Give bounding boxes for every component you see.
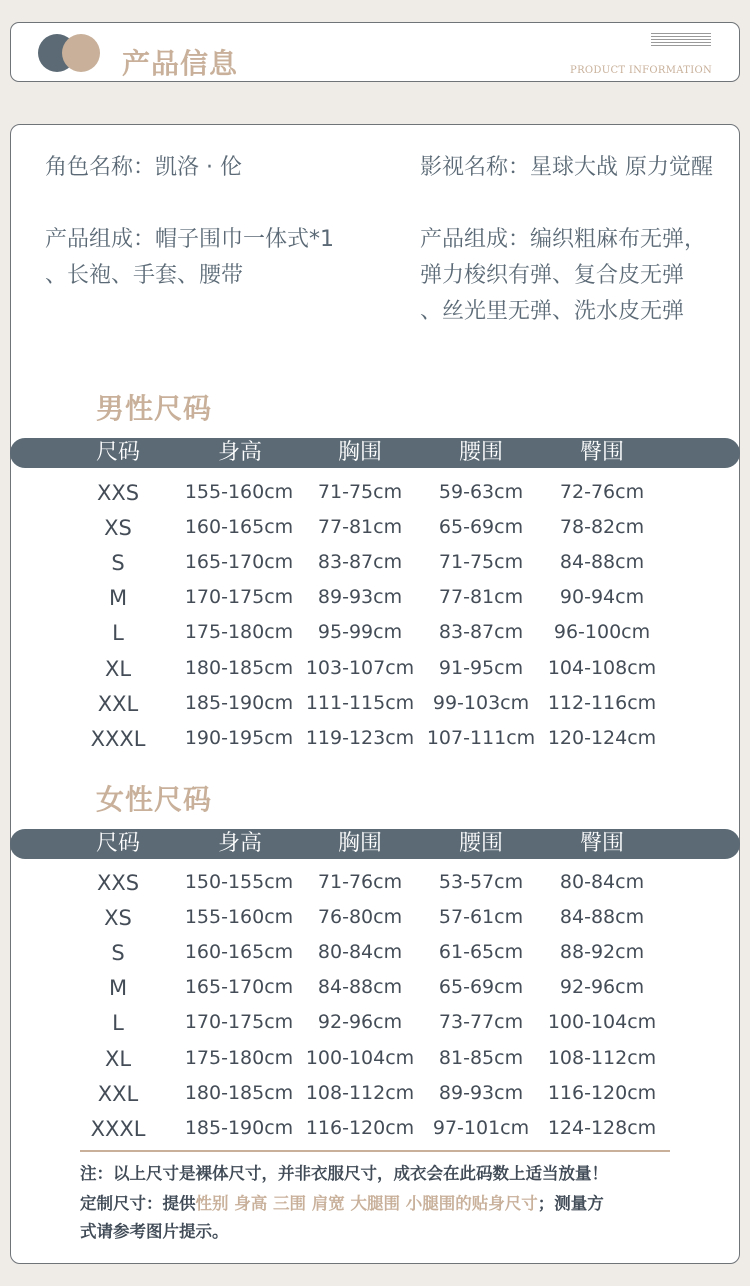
size-label-cell: XXL [97,1081,139,1106]
measurement-cell: 84-88cm [559,906,645,929]
size-label-cell: XL [104,1046,132,1071]
measurement-cell: 175-180cm [184,621,294,644]
note-highlight: 性别 身高 三围 肩宽 大腿围 小腿围的贴身尺寸 [195,1194,538,1213]
measurement-cell: 100-104cm [547,1011,657,1034]
size-label-cell: M [108,976,128,1001]
decorative-stripes [651,33,711,48]
note-suffix: ；测量方 [537,1194,604,1213]
header-cell: 腰围 [458,440,504,465]
measurement-cell: 190-195cm [184,726,294,749]
measurement-cell: 108-112cm [305,1081,415,1104]
measurement-cell: 111-115cm [305,691,415,714]
measurement-cell: 124-128cm [547,1116,657,1139]
measurement-cell: 103-107cm [305,656,415,679]
measurement-cell: 185-190cm [184,1116,294,1139]
measurement-cell: 120-124cm [547,726,657,749]
header-title: 产品信息 [122,47,239,80]
composition-right [420,222,706,330]
note-prefix: 定制尺寸：提供 [80,1194,196,1213]
measurement-cell: 88-92cm [559,941,645,964]
measurement-cell: 116-120cm [547,1081,657,1104]
measurement-cell: 155-160cm [184,906,294,929]
note-line-3: 式请参考图片提示。 [80,1222,229,1241]
measurement-cell: 89-93cm [317,586,403,609]
measurement-cell: 71-75cm [438,551,524,574]
size-label-cell: L [112,621,124,646]
size-label-cell: XXXL [90,1116,146,1141]
measurement-cell: 165-170cm [184,976,294,999]
measurement-cell: 57-61cm [438,906,524,929]
size-label-cell: L [112,1011,124,1036]
measurement-cell: 84-88cm [317,976,403,999]
measurement-cell: 78-82cm [559,516,645,539]
note-line-1: 注：以上尺寸是裸体尺寸，并非衣服尺寸，成衣会在此码数上适当放量！ [80,1164,608,1183]
measurement-cell: 155-160cm [184,481,294,503]
measurement-cell: 107-111cm [426,726,536,749]
measurement-cell: 83-87cm [317,551,403,574]
male-table-header [10,438,740,468]
film-name: 影视名称：星球大战 原力觉醒 [420,155,713,180]
composition-left-line: 产品组成：帽子围巾一体式*1 [45,227,334,252]
measurement-cell: 91-95cm [438,656,524,679]
measurement-cell: 170-175cm [184,586,294,609]
measurement-cell: 71-76cm [317,871,403,893]
measurement-cell: 76-80cm [317,906,403,929]
measurement-cell: 150-155cm [184,871,294,893]
male-size-title: 男性尺码 [96,392,213,425]
measurement-cell: 104-108cm [547,656,657,679]
measurement-cell: 84-88cm [559,551,645,574]
size-label-cell: XS [104,906,132,931]
measurement-cell: 97-101cm [432,1116,530,1139]
size-label-cell: S [111,941,125,966]
measurement-cell: 53-57cm [438,871,524,893]
measurement-cell: 170-175cm [184,1011,294,1034]
composition-right-line: 、丝光里无弹、洗水皮无弹 [420,299,685,324]
female-size-title: 女性尺码 [96,783,213,816]
measurement-cell: 92-96cm [559,976,645,999]
composition-right-line: 产品组成：编织粗麻布无弹， [420,227,707,252]
logo-circle-light [62,34,100,72]
measurement-cell: 165-170cm [184,551,294,574]
measurement-cell: 119-123cm [305,726,415,749]
measurement-cell: 180-185cm [184,656,294,679]
size-label-cell: XXL [97,691,139,716]
measurement-cell: 83-87cm [438,621,524,644]
measurement-cell: 77-81cm [438,586,524,609]
measurement-cell: 89-93cm [438,1081,524,1104]
measurement-cell: 80-84cm [559,871,645,893]
composition-left-line: 、长袍、手套、腰带 [45,263,244,288]
measurement-cell: 180-185cm [184,1081,294,1104]
measurement-cell: 73-77cm [438,1011,524,1034]
note-line-2 [80,1190,604,1214]
header-cell: 臀围 [579,831,625,856]
size-label-cell: XS [104,516,132,541]
measurement-cell: 90-94cm [559,586,645,609]
composition-left [45,222,334,294]
measurement-cell: 77-81cm [317,516,403,539]
size-label-cell: XXXL [90,726,146,751]
header-cell: 身高 [217,440,263,465]
size-label-cell: XXS [96,871,140,895]
header-subtitle: PRODUCT INFORMATION [570,65,712,76]
measurement-cell: 65-69cm [438,976,524,999]
measurement-cell: 108-112cm [547,1046,657,1069]
header-cell: 臀围 [579,440,625,465]
measurement-cell: 160-165cm [184,516,294,539]
measurement-cell: 96-100cm [553,621,651,644]
measurement-cell: 99-103cm [432,691,530,714]
measurement-cell: 112-116cm [547,691,657,714]
measurement-cell: 80-84cm [317,941,403,964]
measurement-cell: 72-76cm [559,481,645,503]
measurement-cell: 160-165cm [184,941,294,964]
header-cell: 尺码 [95,831,141,856]
measurement-cell: 100-104cm [305,1046,415,1069]
measurement-cell: 175-180cm [184,1046,294,1069]
composition-right-line: 弹力梭织有弹、复合皮无弹 [420,263,685,288]
header-cell: 身高 [217,831,263,856]
size-label-cell: S [111,551,125,576]
size-label-cell: XL [104,656,132,681]
measurement-cell: 81-85cm [438,1046,524,1069]
measurement-cell: 116-120cm [305,1116,415,1139]
measurement-cell: 59-63cm [438,481,524,503]
size-label-cell: XXS [96,481,140,505]
header-cell: 胸围 [337,831,383,856]
header-cell: 尺码 [95,440,141,465]
size-label-cell: M [108,586,128,611]
character-name: 角色名称：凯洛 · 伦 [45,155,242,180]
measurement-cell: 71-75cm [317,481,403,503]
female-table-header [10,829,740,859]
divider [80,1150,670,1152]
measurement-cell: 61-65cm [438,941,524,964]
measurement-cell: 92-96cm [317,1011,403,1034]
measurement-cell: 95-99cm [317,621,403,644]
measurement-cell: 65-69cm [438,516,524,539]
header-cell: 腰围 [458,831,504,856]
measurement-cell: 185-190cm [184,691,294,714]
header-cell: 胸围 [337,440,383,465]
